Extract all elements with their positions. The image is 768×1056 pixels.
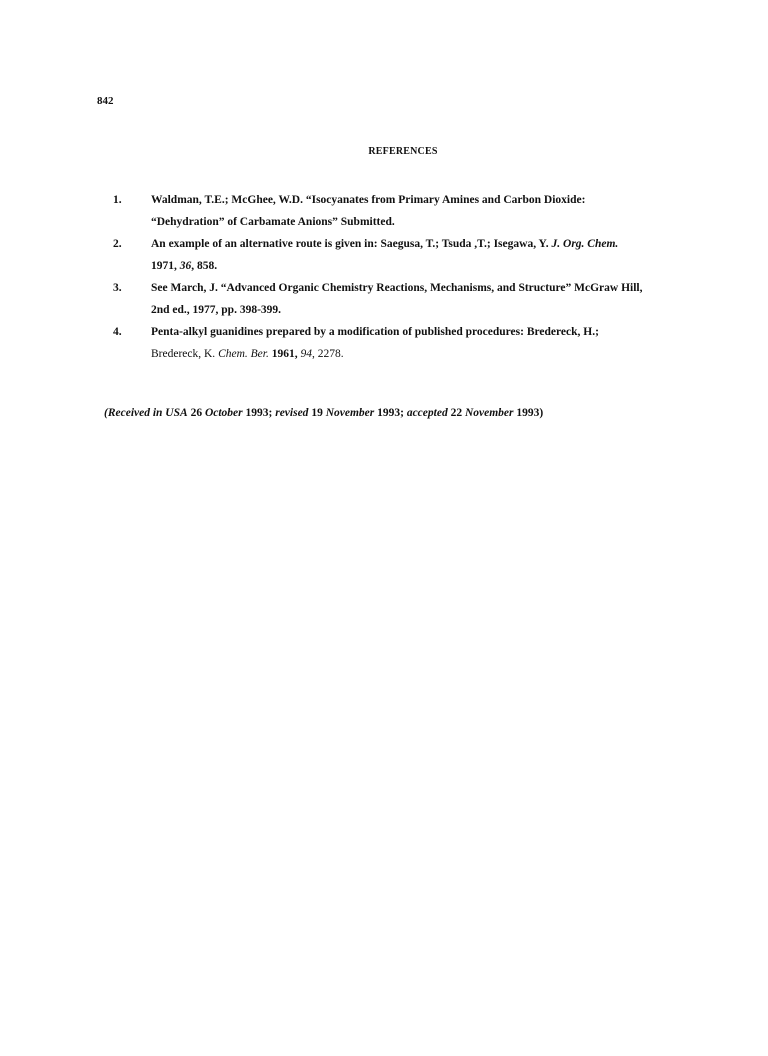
reference-indent: [113, 343, 151, 365]
text-segment: An example of an alternative route is given in: Saegusa, T.; Tsuda ,T.; Isegawa, Y.: [151, 238, 552, 250]
text-segment: 19: [308, 407, 326, 419]
references-heading: REFERENCES: [368, 146, 438, 157]
text-segment: 2nd ed., 1977, pp. 398-399.: [151, 304, 282, 316]
reference-number: 3.: [113, 282, 122, 294]
reference-list: [113, 189, 713, 365]
page-number: 842: [97, 95, 114, 107]
text-segment: November: [464, 407, 514, 419]
reference-indent: [113, 299, 151, 321]
text-segment: October: [204, 407, 243, 419]
text-segment: 1971,: [151, 260, 180, 272]
text-segment: 1993): [513, 407, 544, 419]
reference-number: 1.: [113, 194, 122, 206]
text-segment: 1993;: [374, 407, 407, 419]
reference-text-line: [151, 255, 713, 277]
text-segment: Chem. Ber.: [218, 348, 269, 360]
text-segment: See March, J. “Advanced Organic Chemistry Reactions, Mechanisms, and Structure” McGraw Hill,: [151, 282, 643, 294]
text-segment: (Received in USA: [104, 407, 188, 419]
reference-text-line: [151, 189, 713, 211]
text-segment: revised: [275, 407, 309, 419]
text-segment: 26: [187, 407, 205, 419]
text-segment: November: [325, 407, 375, 419]
text-segment: 36: [179, 260, 192, 272]
reference-text-line: [151, 299, 713, 321]
text-segment: Penta-alkyl guanidines prepared by a modification of published procedures: Bredereck, H.;: [151, 326, 599, 338]
text-segment: “Dehydration” of Carbamate Anions” Submitted.: [151, 216, 395, 228]
text-segment: Waldman, T.E.; McGhee, W.D. “Isocyanates from Primary Amines and Carbon Dioxide:: [151, 194, 586, 206]
text-segment: accepted: [406, 407, 448, 419]
reference-item-continuation: [113, 211, 713, 233]
reference-number: 4.: [113, 326, 122, 338]
text-segment: 94: [300, 348, 312, 360]
text-segment: J. Org. Chem.: [551, 238, 619, 250]
reference-text-line: [151, 211, 713, 233]
reference-item: [113, 189, 713, 211]
text-segment: Bredereck, K.: [151, 348, 219, 360]
reference-item: [113, 233, 713, 255]
text-segment: 1993;: [242, 407, 276, 419]
reference-item: [113, 277, 713, 299]
text-segment: 1961,: [268, 348, 301, 360]
text-segment: 22: [447, 407, 465, 419]
reference-item: [113, 321, 713, 343]
received-note: [104, 407, 543, 419]
reference-text-line: [151, 277, 713, 299]
reference-text-line: [151, 233, 713, 255]
reference-text-line: [151, 343, 713, 365]
reference-text-line: [151, 321, 713, 343]
text-segment: , 858.: [191, 260, 218, 272]
reference-item-continuation: [113, 343, 713, 365]
reference-item-continuation: [113, 255, 713, 277]
reference-indent: [113, 211, 151, 233]
reference-item-continuation: [113, 299, 713, 321]
reference-indent: [113, 255, 151, 277]
text-segment: , 2278.: [311, 348, 344, 360]
reference-number: 2.: [113, 238, 122, 250]
